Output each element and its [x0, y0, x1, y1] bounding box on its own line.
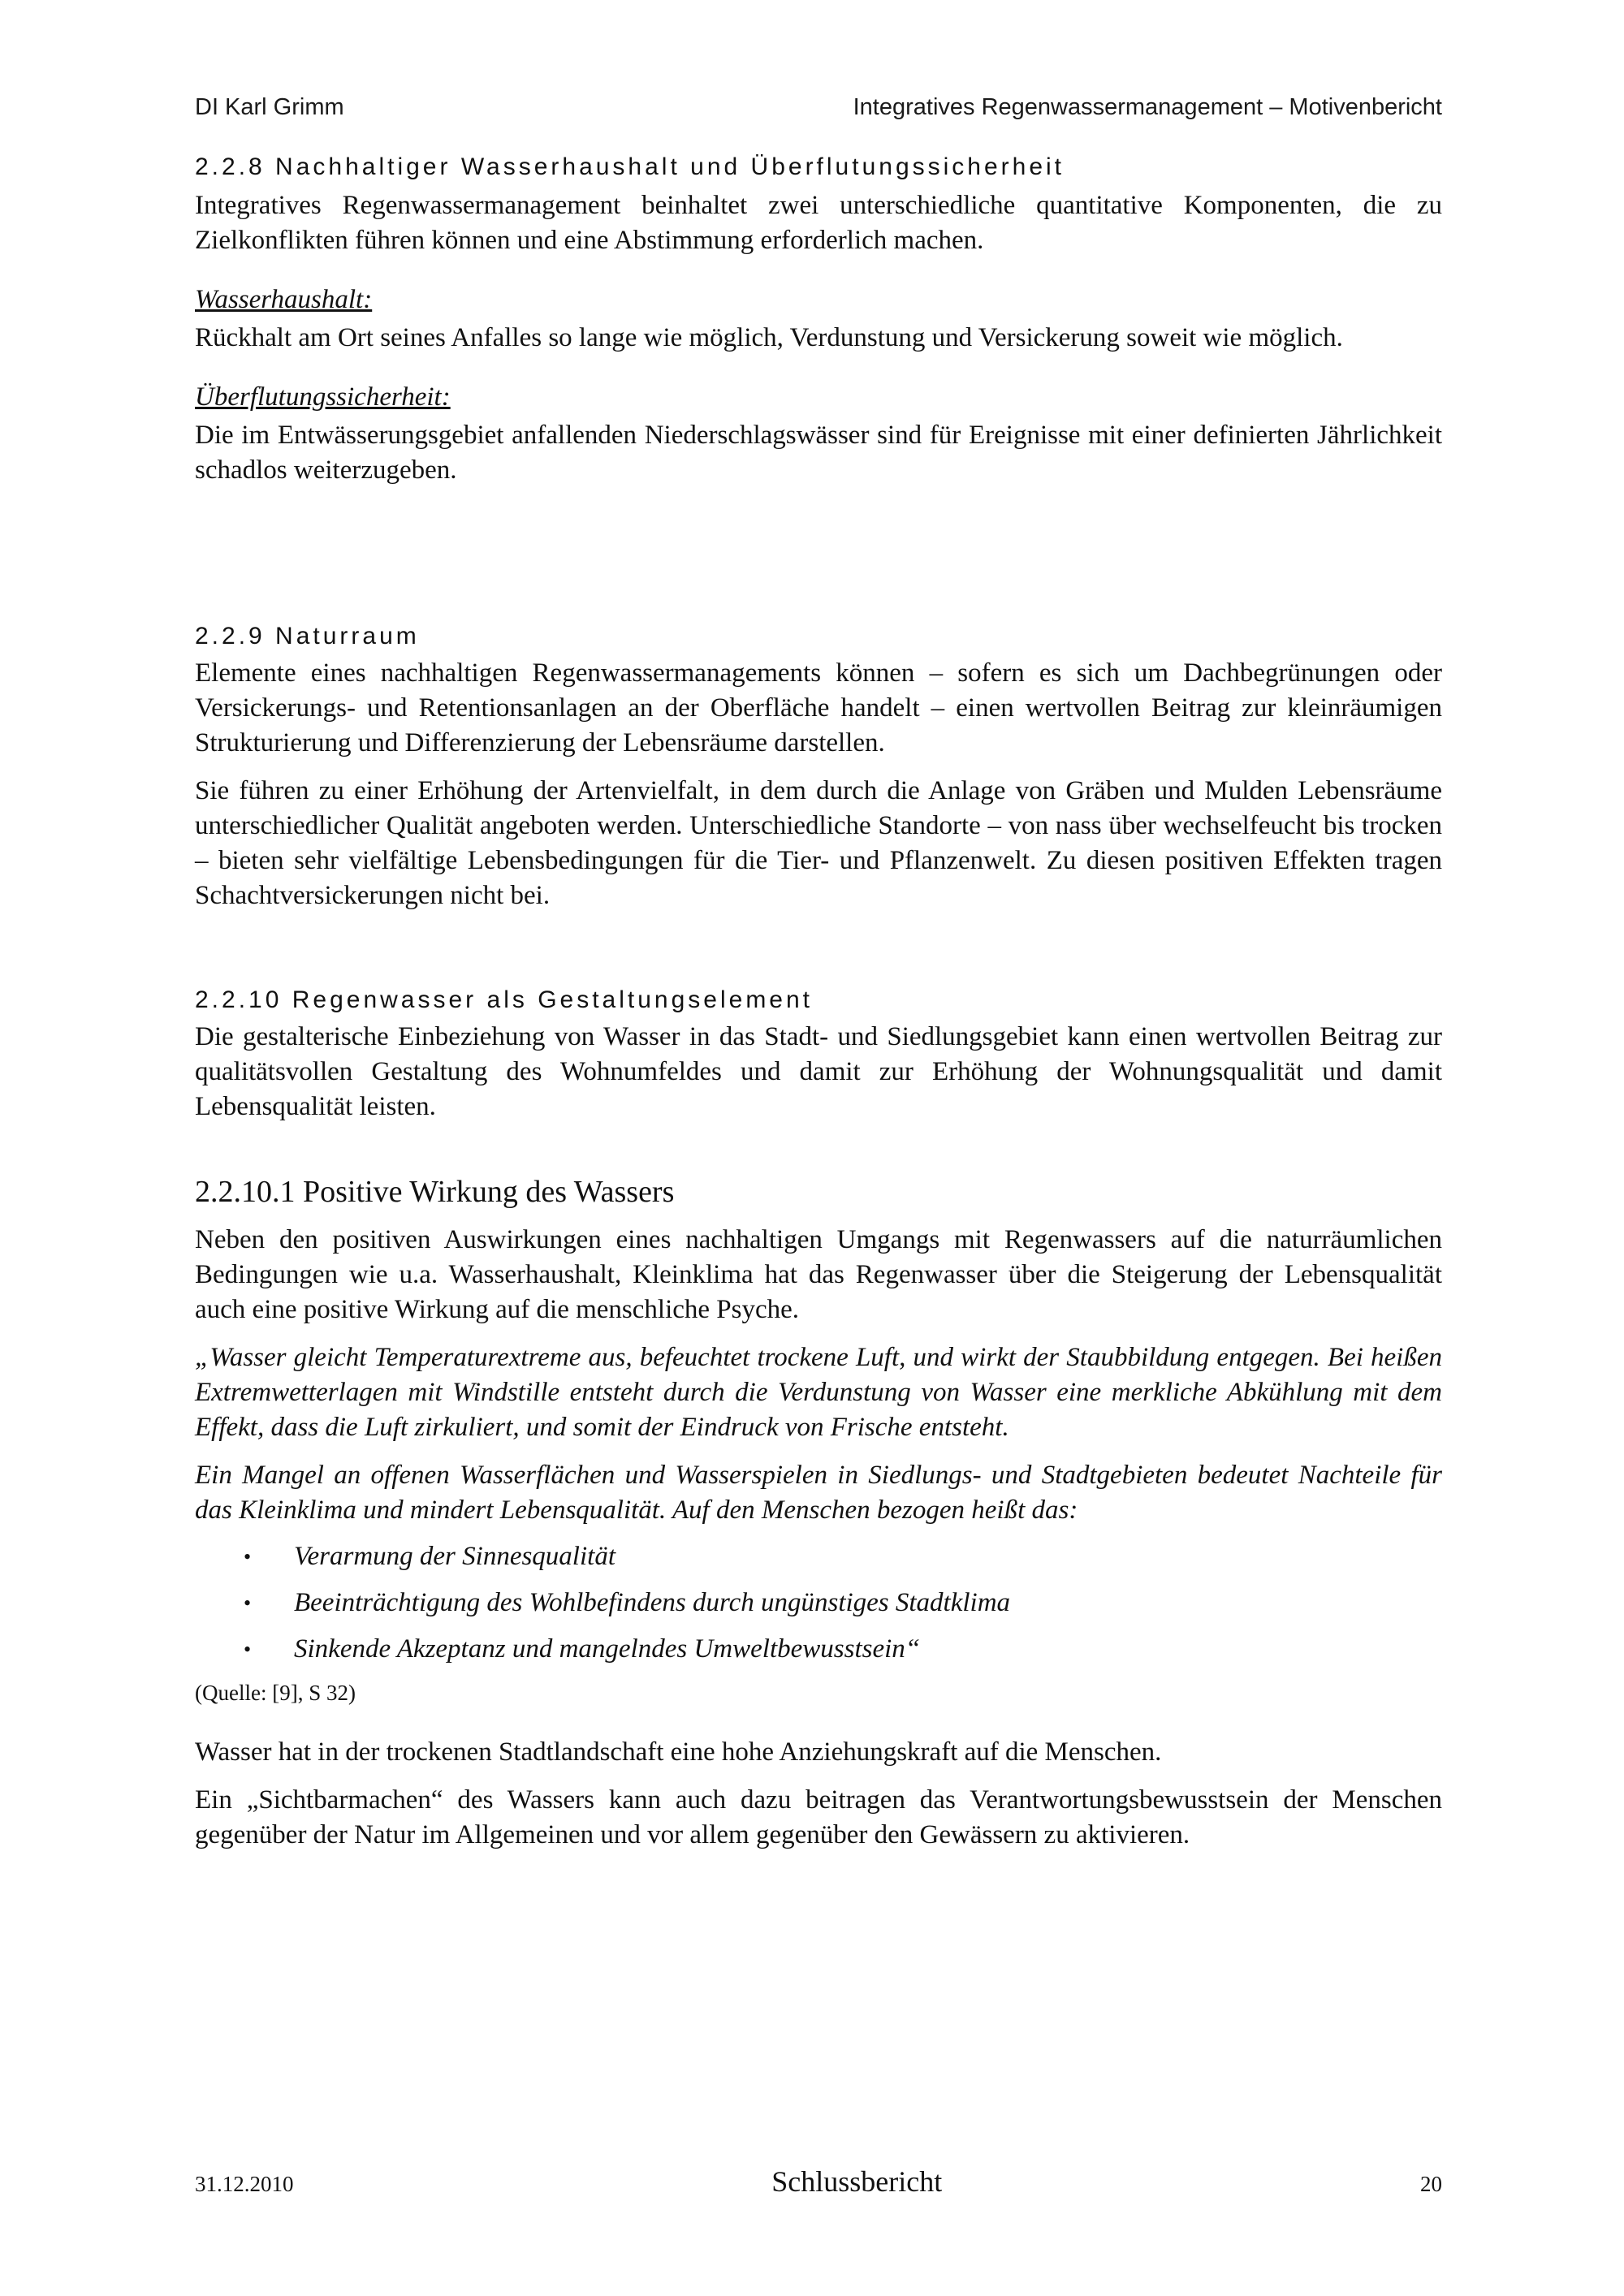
label-wasserhaushalt: Wasserhaushalt:: [195, 285, 373, 314]
footer-title: Schlussbericht: [771, 2165, 943, 2198]
section-2-2-10-1: [195, 1172, 1442, 1853]
paragraph: Rückhalt am Ort seines Anfalles so lange wie möglich, Verdunstung und Versickerung soweit wie möglich.: [195, 323, 1343, 352]
page-header: [195, 94, 1442, 121]
section-heading: 2.2.8 Nachhaltiger Wasserhaushalt und Überflutungssicherheit: [195, 153, 1065, 180]
list-item: [195, 1539, 1442, 1574]
quote-paragraph: Ein Mangel an offenen Wasserflächen und Wasserspielen in Siedlungs- und Stadtgebieten bedeutet Nachteile für das Kleinklima und mindert Lebensqualität. Auf den Menschen bezogen heißt das:: [195, 1461, 1442, 1525]
paragraph: Die im Entwässerungsgebiet anfallenden Niederschlagswässer sind für Ereignisse mit einer definierten Jährlichkeit schadlos weiterzugeben.: [195, 421, 1442, 485]
header-title: Integratives Regenwassermanagement – Motivenbericht: [853, 94, 1442, 120]
section-2-2-9: [195, 620, 1442, 913]
paragraph: Die gestalterische Einbeziehung von Wasser in das Stadt- und Siedlungsgebiet kann einen wertvollen Beitrag zur qualitätsvollen Gestaltung des Wohnumfeldes und damit zur Erhöhung der Wohnungsqualität und damit Lebensqualität leisten.: [195, 1022, 1442, 1121]
section-heading: 2.2.9 Naturraum: [195, 623, 420, 650]
label-ueberflutungssicherheit: Überflutungssicherheit:: [195, 382, 451, 412]
section-heading: 2.2.10 Regenwasser als Gestaltungselement: [195, 986, 814, 1013]
bullet-icon: •: [244, 1638, 252, 1661]
source-citation: (Quelle: [9], S 32): [195, 1681, 356, 1705]
page-number: 20: [1419, 2172, 1442, 2196]
subsection-heading: 2.2.10.1 Positive Wirkung des Wassers: [195, 1175, 675, 1209]
quote-paragraph: „Wasser gleicht Temperaturextreme aus, befeuchtet trockene Luft, und wirkt der Staubbildung entgegen. Bei heißen Extremwetterlagen mit Windstille entsteht durch die Verdunstung von Wasser eine merkliche Abkühlung mit dem Effekt, dass die Luft zirkuliert, und somit der Eindruck von Frische entsteht.: [195, 1343, 1442, 1442]
footer-date: 31.12.2010: [195, 2172, 294, 2196]
list-item-text: Sinkende Akzeptanz und mangelndes Umweltbewusstsein“: [294, 1634, 921, 1664]
bullet-icon: •: [244, 1591, 252, 1615]
paragraph: Elemente eines nachhaltigen Regenwassermanagements können – sofern es sich um Dachbegrünungen oder Versickerungs- und Retentionsanlagen an der Oberfläche handelt – einen wertvollen Beitrag zur kleinräumigen Strukturierung und Differenzierung der Lebensräume darstellen.: [195, 658, 1442, 757]
paragraph: Sie führen zu einer Erhöhung der Artenvielfalt, in dem durch die Anlage von Gräben und Mulden Lebensräume unterschiedlicher Qualität angeboten werden. Unterschiedliche Standorte – von nass über wechselfeucht bis trocken – bieten sehr vielfältige Lebensbedingungen für die Tier- und Pflanzenwelt. Zu diesen positiven Effekten tragen Schachtversickerungen nicht bei.: [195, 776, 1442, 910]
paragraph: Neben den positiven Auswirkungen eines nachhaltigen Umgangs mit Regenwassers auf die naturräumlichen Bedingungen wie u.a. Wasserhaushalt, Kleinklima hat das Regenwasser über die Steigerung der Lebensqualität auch eine positive Wirkung auf die menschliche Psyche.: [195, 1225, 1442, 1324]
bullet-list: [195, 1539, 1442, 1667]
list-item-text: Verarmung der Sinnesqualität: [294, 1542, 615, 1571]
page-footer: [195, 2164, 1442, 2199]
paragraph: Ein „Sichtbarmachen“ des Wassers kann auch dazu beitragen das Verantwortungsbewusstsein der Menschen gegenüber der Natur im Allgemeinen und vor allem gegenüber den Gewässern zu aktivieren.: [195, 1785, 1442, 1849]
header-author: DI Karl Grimm: [195, 94, 344, 120]
list-item: [195, 1586, 1442, 1621]
paragraph: Wasser hat in der trockenen Stadtlandschaft eine hohe Anziehungskraft auf die Menschen.: [195, 1737, 1162, 1767]
list-item-text: Beeinträchtigung des Wohlbefindens durch ungünstiges Stadtklima: [294, 1588, 1011, 1617]
paragraph: Integratives Regenwassermanagement beinhaltet zwei unterschiedliche quantitative Komponenten, die zu Zielkonflikten führen können und eine Abstimmung erforderlich machen.: [195, 191, 1442, 255]
bullet-icon: •: [244, 1545, 252, 1569]
section-2-2-8: [195, 151, 1442, 488]
list-item: [195, 1632, 1442, 1667]
section-2-2-10: [195, 984, 1442, 1124]
